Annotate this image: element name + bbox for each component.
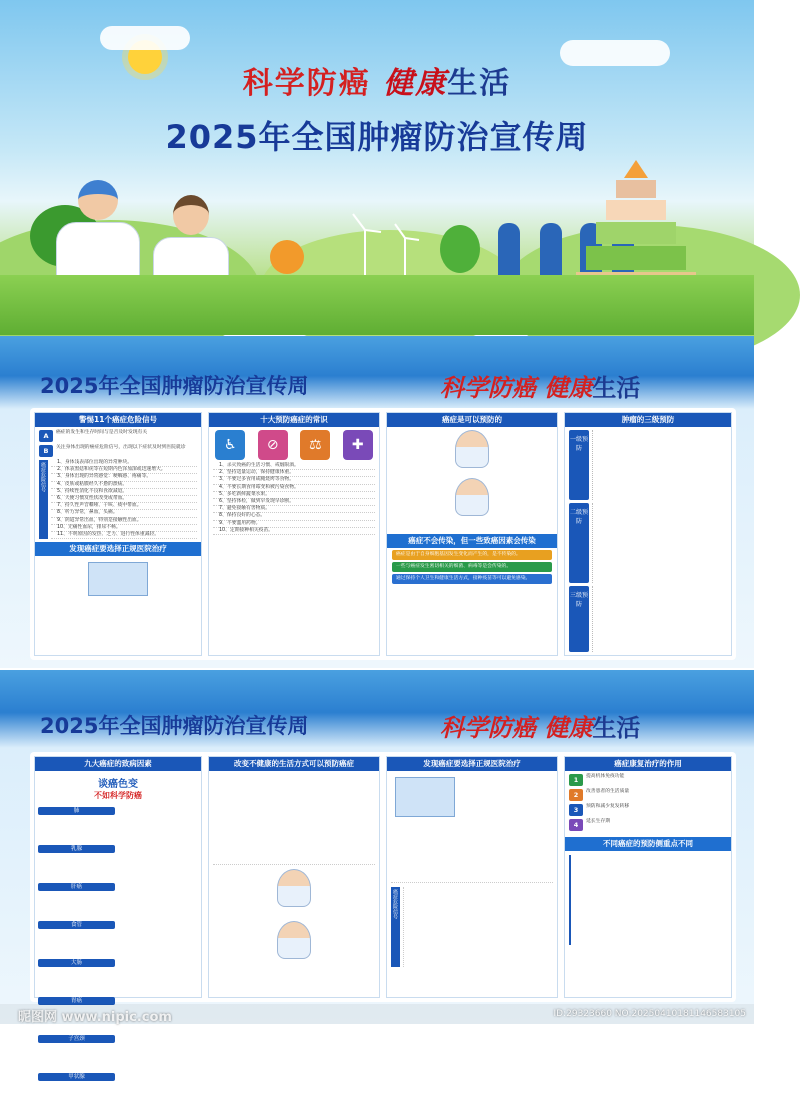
side-label: 癌症危险信号 [391,887,400,967]
info-bar: 癌症是由于自身细胞基因发生变化而产生的，是不传染的。 [392,550,552,560]
list-item: 8、保持良好的心态。 [213,513,375,520]
signal-list [403,887,553,967]
text-block [569,855,727,945]
factor-card [38,883,114,917]
list-item: 10、无痛性血尿，排尿不畅。 [51,525,197,532]
hospital-illustration [88,562,148,596]
list-item: 2、体表黑痣和疣等在短期内色泽加深或迅速增大。 [51,467,197,474]
stage-label: 三级预防 [569,586,589,652]
rehab-item: 4 延长生存期 [569,819,727,831]
column-preventable [386,412,558,656]
board-header [0,670,754,742]
cloud-shape [100,26,190,50]
column-header: 肿瘤的三级预防 [565,413,731,427]
hero-slogan [0,58,754,102]
hospital-illustration [395,777,455,817]
column-header: 十大预防癌症的常识 [209,413,379,427]
list-item: 7、避免接触有害物质。 [213,506,375,513]
factor-title: 肝癌 [38,883,114,891]
tree-icon [440,225,480,273]
prevention-stage [569,586,727,652]
list-item: 5、持续性消化不良和食欲减退。 [51,489,197,496]
item-text: 关注身体出现的癌症危险信号，出现以下症状及时到医院就诊 [56,445,186,450]
factor-title: 乳腺 [38,845,114,853]
list-item: 7、持久性声音嘶哑、干咳、痰中带血。 [51,503,197,510]
list-item: 9、不要滥用药物。 [213,521,375,528]
text-block [391,823,553,883]
slogan-part-c: 生活 [592,714,641,742]
info-item [39,445,197,457]
column-header: 发现癌症要选择正规医院治疗 [387,757,557,771]
column-prevention-tips [208,412,380,656]
watermark-id: ID:29323660 NO:20250410181146583105 [553,1009,746,1019]
rehab-item: 3 预防和减少复发转移 [569,804,727,816]
column-subheader: 不同癌症的预防侧重点不同 [565,837,731,851]
prevention-stage [569,503,727,583]
factor-card [38,921,114,955]
factor-grid [35,805,201,1109]
info-board-1 [0,336,754,668]
bubble-text: 谈癌色变 [98,779,138,790]
column-warning-signals [34,412,202,656]
signal-list [51,460,197,539]
list-item: 3、不要过多食用咸腌烧烤等食物。 [213,477,375,484]
tips-list [209,463,379,535]
grass-ground [0,275,754,335]
list-item: 11、不明原因的发热、乏力、进行性体重减轻。 [51,532,197,539]
slogan-part-b: 健康 [383,66,448,101]
doctor-avatar [455,430,489,468]
rehab-item: 1 提高机体免疫功能 [569,774,727,786]
board-header [0,336,754,402]
list-item: 8、听力异常，鼻血，头痛。 [51,510,197,517]
bubble-text: 不如科学防癌 [94,791,142,800]
list-item: 4、不要长期食用霉变和被污染食物。 [213,485,375,492]
factor-card [38,1073,114,1107]
doctor-avatar [277,869,311,907]
list-item: 5、多吃新鲜蔬菜水果。 [213,492,375,499]
factor-card [38,845,114,879]
list-item: 2、坚持适量运动，保持健康体重。 [213,470,375,477]
board-content [30,408,736,660]
item-text: 提高机体免疫功能 [586,774,625,779]
watermark-left: 昵图网 www.nipic.com [18,1010,172,1025]
factor-title: 甲状腺 [38,1073,114,1081]
stage-label: 一级预防 [569,430,589,500]
text-block [213,775,375,865]
slogan-part-c: 生活 [592,374,641,402]
column-three-level-prevention [564,412,732,656]
doctor-avatar [277,921,311,959]
side-label: 癌症危险信号 [39,460,48,539]
column-lifestyle [208,756,380,998]
list-item: 6、大便习惯及性状改变或带血。 [51,496,197,503]
factor-card [38,807,114,841]
exercise-icon: ♿ [215,430,245,460]
doctor-avatar [455,478,489,516]
checkup-icon: ✚ [343,430,373,460]
factor-title: 大肠 [38,959,114,967]
info-item [39,430,197,442]
factor-title: 肺 [38,807,114,815]
item-tag: B [39,445,53,457]
board-slogan [440,708,640,743]
item-text: 预防和减少复发转移 [586,804,630,809]
item-text: 癌症的发生和生存时间与是否及时发现有关 [56,430,148,435]
column-header: 警惕11个癌症危险信号 [35,413,201,427]
list-item: 9、阴道异常出血，特别是接触性出血。 [51,518,197,525]
speech-bubble [35,775,201,801]
list-item: 4、皮肤或粘膜经久不愈的溃疡。 [51,482,197,489]
info-board-2 [0,670,754,1080]
column-header: 九大癌症的致病因素 [35,757,201,771]
slogan-part-c: 生活 [447,66,512,101]
slogan-part-b: 健康 [544,374,593,402]
tip-icons [209,427,379,463]
hero-title: 2025年全国肿瘤防治宣传周 [165,118,589,156]
column-header: 癌症康复治疗的作用 [565,757,731,771]
list-item: 1、杀灭致癌的生活习惯、戒烟限酒。 [213,463,375,470]
no-smoking-icon: ⊘ [258,430,288,460]
prevention-stage [569,430,727,500]
list-item: 1、身体浅表部位出现的异常肿块。 [51,460,197,467]
balance-icon: ⚖ [300,430,330,460]
column-subheader: 发现癌症要选择正规医院治疗 [35,542,201,556]
board-title: 2025年全国肿瘤防治宣传周 [40,374,309,398]
slogan-part-a: 科学防癌 [440,714,536,742]
factor-title: 子宫颈 [38,1035,114,1043]
rehab-item: 2 改善患者的生活质量 [569,789,727,801]
board-slogan [440,368,640,403]
slogan-part-a: 科学防癌 [242,66,371,101]
slogan-part-b: 健康 [544,714,593,742]
hero-banner [0,0,754,335]
info-bar: 一些与癌症发生密切相关的细菌、病毒等是会传染的。 [392,562,552,572]
board-title: 2025年全国肿瘤防治宣传周 [40,714,309,738]
factor-card [38,959,114,993]
tree-icon [270,240,304,274]
column-rehab [564,756,732,998]
item-text: 改善患者的生活质量 [586,789,630,794]
info-bar: 通过保持个人卫生和健康生活方式，接种疫苗等可以避免感染。 [392,574,552,584]
factor-card [38,1035,114,1069]
list-item: 3、身体出现的异常感觉：哽咽感、疼痛等。 [51,474,197,481]
list-item: 10、定期接种相关疫苗。 [213,528,375,535]
item-text: 延长生存期 [586,819,610,824]
watermark [0,1004,754,1024]
column-regular-hospital [386,756,558,998]
list-item: 6、坚持体检，做到早发现早诊断。 [213,499,375,506]
item-tag: A [39,430,53,442]
column-header: 癌症是可以预防的 [387,413,557,427]
slogan-part-a: 科学防癌 [440,374,536,402]
column-header: 改变不健康的生活方式可以预防癌症 [209,757,379,771]
factor-title: 食管 [38,921,114,929]
column-subheader: 癌症不会传染，但一些致癌因素会传染 [387,534,557,548]
factor-title: 胃癌 [38,997,114,1005]
stage-label: 二级预防 [569,503,589,583]
